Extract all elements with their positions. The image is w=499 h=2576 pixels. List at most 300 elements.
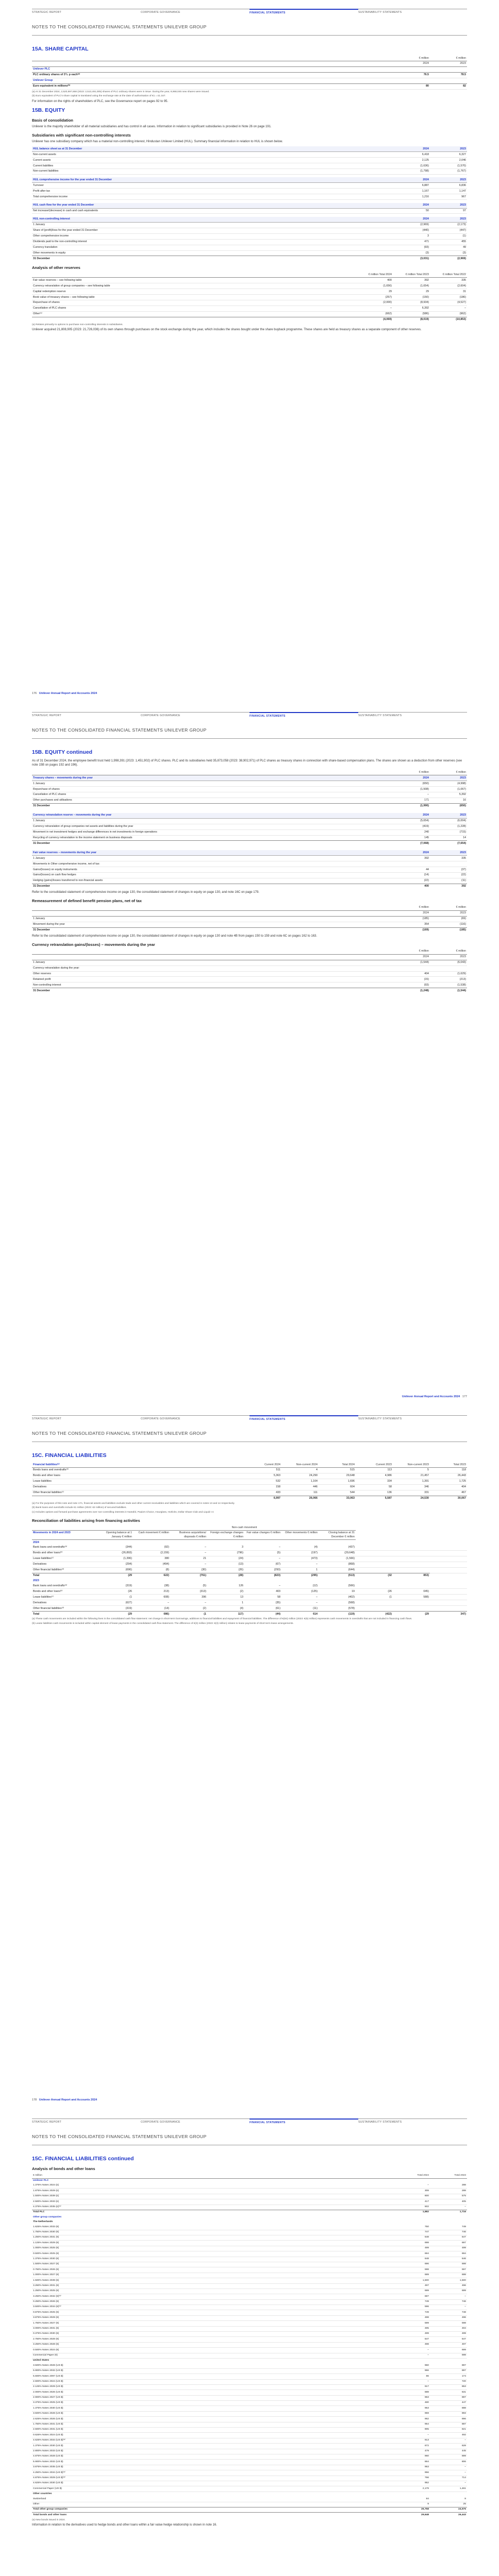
cell-value: (38) [164,1584,169,1587]
table-row [32,2379,467,2384]
nav-strategic-report[interactable]: STRATEGIC REPORT [32,9,141,17]
nav-strategic-report[interactable]: STRATEGIC REPORT [32,712,141,720]
cell-value: 417 [424,2200,429,2203]
cell-value: 16 [463,799,466,802]
paragraph: For information on the rights of shareholders of PLC, see the Governance report on pages 92 to 95. [32,99,169,103]
row-label: 0.250% Notes 2026 (€) [33,2300,59,2303]
row-label: Retained profit [33,977,51,981]
cell-value: (868) [348,1563,355,1566]
row-label: Other financial liabilities⁽ᵈ⁾ [33,1568,64,1572]
cell-value: 21,457 [420,1474,429,1478]
subheading: Basis of consolidation [32,117,74,123]
cell-value: (2,969) [430,256,467,261]
row-label: Dividends paid to the non-controlling interest [33,240,87,244]
table-row [32,2210,467,2215]
cell-value: – [316,1595,318,1599]
table-row [32,2332,467,2337]
row-label: 3.875% Notes 2035 (US $) [33,2466,63,2469]
subheading: Subsidiaries with significant non-controlling interests [32,133,131,138]
cell-value: 44 [426,868,429,871]
cell-value: 24,576 [430,2507,467,2512]
row-label: 1 January [33,223,45,227]
cell-value: 608) [163,1595,169,1599]
table-row [32,2273,467,2278]
section-nav [32,2119,467,2127]
table-row [32,317,467,322]
cell-value: 117) [207,1612,244,1617]
cell-value: 511 [276,1468,280,1472]
cell-value: 33,063 [319,1496,356,1501]
row-label: 1.500% Notes 2039 (£) [33,2195,59,2198]
cell-value: – [427,2353,429,2357]
cell-value: (566) [348,1584,355,1587]
cell-value: 864 [424,2460,429,2463]
nav-strategic-report[interactable]: STRATEGIC REPORT [32,1415,141,1423]
table-row [32,856,467,861]
nav-financial-statements[interactable]: FINANCIAL STATEMENTS [250,1415,358,1423]
cell-value: 499 [424,2247,429,2250]
row-label: Total [32,1573,96,1578]
currency-gains-table: € million € million 2024 2023 1 January (1,544) (6,043) Currency retranslation during the year: Other reserves 404 (1,629) Retained profit (15) (213) Non-controlling interest (93) (1,538) 31 December (1,248) (1,544) [32,949,467,993]
nav-sustainability-statements[interactable]: SUSTAINABILITY STATEMENTS [358,2119,467,2127]
cell-value: 334 [387,1480,392,1483]
table-row [32,2326,467,2331]
cell-value: – [464,2471,466,2474]
row-label: Hedging (gains)/losses transferred to non-financial assets [33,879,103,883]
row-label: Net increase/(decrease) in cash and cash equivalents [33,209,98,212]
footnote: (a) Relates primarily to options to purchase non-controlling interests in subsidiaries. [32,323,123,326]
row-label: Cancellation of PLC shares [33,793,66,796]
cell-value: – [427,2184,429,2187]
cell-value: – [464,307,466,310]
nav-financial-statements[interactable]: FINANCIAL STATEMENTS [250,712,358,720]
cell-value: 396 [202,1595,206,1599]
cell-value: (8,934) [420,301,429,304]
row-label: 1.875% Notes 2029 (£) [33,2189,59,2192]
table-row [32,1490,467,1496]
table-row [32,2183,467,2189]
cell-value: – [205,1551,206,1555]
cell-value: 672 [424,2444,429,2447]
cell-value: 400 [393,884,430,889]
cell-value: (213) [459,977,466,981]
cell-value: (823) [244,1573,281,1578]
cell-value: (1,544) [430,988,467,993]
row-label: 3.375% Notes 2025 (US $) [33,2401,63,2404]
cell-value: 953 [424,2406,429,2410]
cell-value: (93) [424,983,429,987]
cell-value: (422) [356,1612,393,1617]
cell-value: (29 [96,1612,133,1617]
cell-value: 688 [424,2391,429,2394]
cell-value: 697 [424,2295,429,2298]
row-label [32,317,356,322]
table-row [32,2251,467,2257]
row-label: 1.375% Notes 2030 (€) [33,2257,59,2260]
cell-value: 598 [424,2268,429,2271]
nav-financial-statements[interactable]: FINANCIAL STATEMENTS [250,9,358,17]
cell-value: (1,067) [457,787,466,791]
cell-value: 698 [461,2274,466,2277]
cell-value: 213) [163,1589,169,1593]
cell-value: (14) [164,1606,169,1610]
row-label: 3.250% Notes 2031 (€) [33,2284,59,2287]
table-row [32,792,467,798]
footnote: (a) At 31 December 2024, 2,520,597,658 (2023: 2,513,491,005) shares of PLC ordinary shares were in issue. During the year, 8,968,045 new shares were issued. [32,90,210,93]
cell-value: 380 [164,1557,169,1561]
equity-movements: € million € million Treasury shares – movements during the year 2024 2023 1 January (650) (4,998) Repurchase of shares (1,508) (1,067) Cancellation of PLC shares – 5,392 Other purchases and utilisations 171 16 31 December (1,990) (650) Currency retranslation reserve – movements during the year 2024 2023 1 January (5,654) (6,004) Currency retranslation of group companies net assets and liabilities during the year (419) (1,228) Movement in net investment hedges and exchange differences in net investments in foreign operations 240 (715) Recycling of currency retranslation to the income statement on business disposals 145 14 31 December (7,068) (7,654) Fair value reserves – movements during the year 2024 2023 1 January 392 335 Movements in Other comprehensive income, net of tax: Gains/(losses) on equity instruments 44 (37) Gains/(losses) on cash flow hedges (14) (22) Hedging (gains)/losses transferred to non-financial assets (22) (11) 31 December 400 392 [32,770,467,889]
table-row [32,2401,467,2406]
row-label: Total bonds and other loans [32,2513,393,2518]
cell-value: 331 [424,1491,429,1495]
cell-value: (197) [311,1551,318,1555]
financial-liabilities-table: Financial liabilities⁽ᵃ⁾ Current 2024 Non-current 2024 Total 2024 Current 2023 Non-current 2023 Total 2023 Bonds loans and overdrafts⁽ᵇ⁾ 511 4 515 113 5 118 Bonds and other loans 5,363 24,290 29,648 4,986 21,457 26,443 Lease liabilities 532 1,164 1,696 334 1,391 1,725 Derivatives 158 446 604 58 346 404 Other financial liabilities⁽ᶜ⁾ 433 111 544 136 331 467 6,997 26,066 33,063 5,587 24,530 30,067 [32,1462,467,1501]
cell-value: 58 [277,1595,280,1599]
paragraph: As of 31 December 2024, the employee benefit trust held 1,998,391 (2023: 1,451,902) of PLC shares. PLC and its subsidiaries held 35,873,058 (2023: 38,902,971) of PLC shares as treasury shares in connection with share-based compensation plans. The shares are shown as a deduction from other reserves (see note 15B on pages 192 and 196). [32,759,462,767]
row-label: 1.500% Notes 2027 (€) [33,2263,59,2266]
cell-value: 747 [424,2230,429,2233]
nav-corporate-governance[interactable]: CORPORATE GOVERNANCE [141,9,250,17]
row-label: Gains/(losses) on cash flow hedges [33,873,76,877]
cell-value: 29,648 [346,1474,355,1478]
cell-value: (257) [385,295,392,299]
row-label: Currency retranslation of group companies net assets and liabilities during the year [33,825,134,828]
cell-value: – [464,2295,466,2298]
cell-value: 3 [242,1546,243,1549]
cell-value: (1,656) [383,284,392,287]
cell-value: 913 [424,2439,429,2442]
cell-value: 622) [133,1573,170,1578]
table-row [32,2257,467,2262]
cell-value: (185) [430,927,467,933]
cell-value: 1 [242,1601,243,1604]
subheading: Remeasurement of defined benefit pension plans, net of tax [32,898,142,903]
cell-value [393,965,430,971]
row-label: 1 January [33,856,45,860]
row-label: Other movements in equity [33,251,66,255]
cell-value: (5) [203,1584,206,1587]
cell-value: – [205,1601,206,1604]
row-label: Switzerland [33,2497,46,2500]
table-row [32,2481,467,2486]
row-label: 1.750% Notes 2030 (€) [33,2230,59,2233]
cell-value: 4 [316,1468,318,1472]
paragraph: Unilever has one subsidiary company which has a material non-controlling interest, Hindustan Unilever Limited (HUL). Summary financial information in relation to HUL is shown below. [32,140,283,144]
cell-value: 497 [424,2284,429,2287]
table-row [32,803,467,808]
nav-corporate-governance[interactable]: CORPORATE GOVERNANCE [141,2119,250,2127]
cell-value: 960 [424,2364,429,2367]
cell-value: 455 [461,240,466,244]
cell-value: 14 [463,836,466,839]
notes-title: NOTES TO THE CONSOLIDATED FINANCIAL STATEMENTS UNILEVER GROUP [32,2134,207,2139]
table-row [32,2411,467,2416]
cell-value: (22) [461,873,466,877]
cell-value: 821 [461,2428,466,2431]
cell-value: (962) [459,312,466,316]
nav-corporate-governance[interactable]: CORPORATE GOVERNANCE [141,712,250,720]
cell-value: 335 [461,856,466,860]
table-row [32,2454,467,2460]
cell-value: 24,530 [393,1496,430,1501]
cell-value: 136 [387,1491,392,1495]
table-row [32,152,467,158]
cell-value: (419) [422,825,429,828]
cell-value: 392 [424,278,429,282]
bonds-table: € million Total 2024 Total 2023 Unilever PLC 1.375% Notes 2024 (£) – 288 1.875% Notes 2029 (£) 308 288 1.500% Notes 2039 (£) 600 575 2.500% Notes 2033 (£) 417 405 4.375% Notes 2035 (£)⁽ᵃ⁾ 502 – Total PLC 1,882 1,716 Other group companies The Netherlands 1.625% Notes 2033 (€) 750 749 1.750% Notes 2030 (€) 747 746 1.250% Notes 2031 (€) 648 647 1.125% Notes 2029 (€) 698 697 1.000% Notes 2025 (€) 499 499 0.500% Notes 2025 (€) 694 694 1.375% Notes 2030 (€) 648 646 1.500% Notes 2027 (€) 696 698 0.750% Notes 2026 (€) 598 597 1.000% Notes 2027 (€) 699 698 1.500% Notes 2039 (€) 1,500 1,500 3.250% Notes 2031 (€) 497 496 1.250% Notes 2025 (€) 699 699 3.250% Notes 2032 (€)⁽ᵃ⁾ 697 – 0.250% Notes 2026 (€) 749 746 3.500% Notes 2034 (€)⁽ᵃ⁾ 596 – 0.875% Notes 2025 (€) 749 748 3.875% Notes 2029 (€) 498 496 1.750% Notes 2027 (€) 599 598 3.000% Notes 2031 (€) 495 494 0.375% Notes 2030 (€) 499 499 2.750% Notes 2028 (€) 647 647 3.250% Notes 2028 (€) 498 497 0.500% Notes 2024 (€) – 699 Commercial Paper (€) – 598 United States 3.500% Notes 2028 (US $) 960 897 5.900% Notes 2032 (US $) 966 897 5.600% Notes 2097 (US $) 86 174 2.600% Notes 2024 (US $) – 720 2.125% Notes 2029 (US $) 917 853 2.000% Notes 2026 (US $) 688 631 2.900% Notes 2027 (US $) 963 897 3.375% Notes 2025 (US $) 480 447 1.375% Notes 2030 (US $) 953 888 3.500% Notes 2028 (US $) 959 893 2.625% Notes 2026 (US $) 962 896 1.750% Notes 2031 (US $) 954 887 2.600% Notes 2031 (US $) 905 821 0.626% Notes 2024 (US $) – 492 4.625% Notes 2034 (US $)⁽ᵃ⁾ 913 – 1.375% Notes 2030 (US $) 672 628 2.800% Notes 2033 (US $) 479 445 4.875% Notes 2028 (US $) 960 899 5.900% Notes 2032 (US $) 864 806 3.875% Notes 2035 (US $) 953 – 4.250% Notes 2034 (US $)⁽ᵃ⁾ 956 – 4.875% Notes 2029 (US $)⁽ᵃ⁾ 766 714 4.625% Notes 2030 (US $) 952 – Commercial Paper (US $) 2,178 1,461 Other countries Switzerland 84 8 Other 9 25 Total other group companies 26,758 24,576 Total bonds and other loans 29,648 26,443 [32,2173,467,2517]
cell-value: 897 [461,2364,466,2367]
cell-value: (29,648) [344,1551,355,1555]
page-176 [0,0,499,703]
cell-value: 26,758 [393,2507,430,2512]
table-row [32,2310,467,2315]
cell-value: 31 [463,290,466,293]
cell-value: (1,508) [420,787,429,791]
cell-value: (3,031) [393,256,430,261]
cell-value: (4) [240,1606,243,1610]
nav-strategic-report[interactable]: STRATEGIC REPORT [32,2119,141,2127]
cell-value: (32 [356,1573,393,1578]
cell-value: (344) [125,1546,132,1549]
cell-value: (185) [422,917,429,921]
table-row [32,2294,467,2299]
cell-value: (37) [461,868,466,871]
cell-value: – [316,1601,318,1604]
cell-value: (119) [319,1612,356,1617]
cell-value: – [464,2466,466,2469]
cell-value: 647 [461,2236,466,2239]
cell-value: 746 [461,2230,466,2233]
cell-value: (402) [348,1595,355,1599]
cell-value: (8,019) [393,317,430,322]
paragraph: Unilever acquired 21,808,905 (2023: 21,726,036) of its own shares through purchases on the stock exchange during the year, which includes the shares bought under the share buyback programme. These shares are held as treasury shares as a separate component of other reserves. [32,328,422,332]
cell-value: 158 [276,1485,280,1489]
cell-value: 963 [424,2396,429,2399]
table-row [32,250,467,256]
row-label: 31 December [32,927,393,933]
cell-value: 4,986 [385,1474,392,1478]
cell-value: 714 [461,2476,466,2479]
cell-value [393,861,430,867]
cell-value: (650) [422,782,429,785]
cell-value: (29 [96,1573,133,1578]
table-row [32,311,467,317]
cell-value: 899 [461,2455,466,2458]
cell-value: 853 [461,2385,466,2388]
table-row [32,2283,467,2289]
cell-value: (696) [125,1568,132,1572]
table-row [32,233,467,239]
row-label: 0.375% Notes 2030 (€) [33,2332,59,2335]
table-row [32,2194,467,2199]
cell-value: 171 [424,799,429,802]
table-row [32,1567,467,1573]
cell-value: 694 [461,2252,466,2255]
cell-value: (1,636) [420,164,429,167]
cell-value: 5,392 [459,793,466,796]
cell-value: 6,887 [422,183,429,187]
cell-value: (61) [275,1606,280,1610]
cell-value: 29 [389,290,392,293]
table-row [32,2470,467,2476]
table-row [32,2390,467,2395]
row-label: 4.250% Notes 2034 (US $)⁽ᵃ⁾ [33,2471,65,2474]
cell-value: 647 [424,2337,429,2341]
row-label: Movement in net investment hedges and exchange differences in net investments in foreign operations [33,830,157,834]
table-row [32,1484,467,1490]
row-label: 4.875% Notes 2028 (US $) [33,2455,63,2458]
cell-value: 853) [393,1573,430,1578]
hul-tables: HUL balance sheet as at 31 December 2024 2023 Non-current assets 6,418 6,327 Current assets 2,125 2,046 Current liabilities (1,636) (1,570) Non-current liabilities (1,798) (1,767) HUL comprehensive income for the year ended 31 December 2024 2023 Turnover 6,887 6,836 Profit after tax 1,167 1,147 Total comprehensive income 1,216 967 HUL cash flow for the year ended 31 December 2024 2023 Net increase/(decrease) in cash and cash equivalents 50 97 HUL non-controlling interest 2024 2023 1 January (2,969) (2,173) Share of (profit)/loss for the year ended 31 December (440) (447) Other comprehensive income 3 (1) Dividends paid to the non-controlling interest 471 455 Currency translation (93) 49 Other movements in equity (3) (3) 31 December (3,031) (2,969) [32,146,467,261]
row-label: Non-current liabilities [33,170,59,173]
table-row [32,1584,467,1589]
cell-value: – [464,2206,466,2209]
cell-value: 113 [387,1468,392,1472]
cell-value: 480 [424,2401,429,2404]
table-row [32,1556,467,1562]
table-row [32,1550,467,1556]
row-label: Derivatives [33,1485,47,1489]
cell-value: 26,443 [457,1474,466,1478]
section-nav [32,712,467,720]
cell-value: (13) [238,1563,243,1566]
cell-value: 959 [424,2412,429,2415]
row-label: Other comprehensive income [33,234,69,238]
table-row [32,2305,467,2310]
cell-value: 494 [461,2327,466,2330]
cell-value: (1,544) [420,961,429,964]
table-row [32,2267,467,2273]
cell-value: 720 [461,2380,466,2383]
cell-value: 346 [424,1485,429,1489]
cell-value: (5,654) [420,819,429,823]
cell-value: 1,391 [422,1480,429,1483]
nav-financial-statements[interactable]: FINANCIAL STATEMENTS [250,2119,358,2127]
table-row [32,1479,467,1484]
row-label: 1 January [33,819,45,823]
cell-value: (293) [274,1568,280,1572]
cell-value: 335 [461,278,466,282]
cell-value: (186) [459,295,466,299]
cell-value: – [279,1557,280,1561]
row-label [32,1496,244,1501]
cell-value: 447 [461,2401,466,2404]
cell-value: 6,418 [422,152,429,156]
nav-sustainability-statements[interactable]: SUSTAINABILITY STATEMENTS [358,9,467,17]
table-row [32,841,467,846]
row-label: 2.000% Notes 2026 (US $) [33,2391,63,2394]
row-label: 2.125% Notes 2029 (US $) [33,2385,63,2388]
cell-value: (15) [424,977,429,981]
page-footer: 178 Unilever Annual Report and Accounts 2024 [32,2098,97,2102]
nav-sustainability-statements[interactable]: SUSTAINABILITY STATEMENTS [358,712,467,720]
cell-value: 646 [461,2257,466,2260]
cell-value: (1 [389,1595,392,1599]
table-row [32,158,467,163]
cell-value: (169) [393,927,430,933]
cell-value: 405 [461,2200,466,2203]
table-row [32,977,467,982]
page-179: STRATEGIC REPORT CORPORATE GOVERNANCE FINANCIAL STATEMENTS SUSTAINABILITY STATEMENTS NOTES TO THE CONSOLIDATED FINANCIAL STATEMENTS UNILEVER GROUP 15C. FINANCIAL LIABILITIES continued Analysis of bonds and other loans € million Total 2024 Total 2023 Unilever PLC 1.375% Notes 2024 (£) – 288 1.875% Notes 2029 (£) 308 288 1.500% Notes 2039 (£) 600 575 2.500% Notes 2033 (£) 417 405 4.375% Notes 2035 (£)⁽ᵃ⁾ 502 – Total PLC 1,882 1,716 Other group companies The Netherlands 1.625% Notes 2033 (€) 750 749 1.750% Notes 2030 (€) 747 746 1.250% Notes 2031 (€) 648 647 1.125% Notes 2029 (€) 698 697 1.000% Notes 2025 (€) 499 499 0.500% Notes 2025 (€) 694 694 1.375% Notes 2030 (€) 648 646 1.500% Notes 2027 (€) 696 698 0.750% Notes 2026 (€) 598 597 1.000% Notes 2027 (€) 699 698 1.500% Notes 2039 (€) 1,500 1,500 3.250% Notes 2031 (€) 497 496 1.250% Notes 2025 (€) 699 699 3.250% Notes 2032 (€)⁽ᵃ⁾ 697 – 0.250% Notes 2026 (€) 749 746 3.500% Notes 2034 (€)⁽ᵃ⁾ 596 – 0.875% Notes 2025 (€) 749 748 3.875% Notes 2029 (€) 498 496 1.750% Notes 2027 (€) 599 598 3.000% Notes 2031 (€) 495 494 0.375% Notes 2030 (€) 499 499 2.750% Notes 2028 (€) 647 647 3.250% Notes 2028 (€) 498 497 0.500% Notes 2024 (€) – 699 Commercial Paper (€) – 598 United States 3.500% Notes 2028 (US $) 960 897 5.900% Notes 2032 (US $) 966 897 5.600% Notes 2097 (US $) 86 174 2.600% Notes 2024 (US $) – 720 2.125% Notes 2029 (US $) 917 853 2.000% Notes 2026 (US $) 688 631 2.900% Notes 2027 (US $) 963 897 3.375% Notes 2025 (US $) 480 447 1.375% Notes 2030 (US $) 953 888 3.500% Notes 2028 (US $) 959 893 2.625% Notes 2026 (US $) 962 896 1.750% Notes 2031 (US $) 954 887 2.600% Notes 2031 (US $) 905 821 0.626% Notes 2024 (US $) – 492 4.625% Notes 2034 (US $)⁽ᵃ⁾ 913 – 1.375% Notes 2030 (US $) 672 628 2.800% Notes 2033 (US $) 479 445 4.875% Notes 2028 (US $) 960 899 5.900% Notes 2032 (US $) 864 806 3.875% Notes 2035 (US $) 953 – 4.250% Notes 2034 (US $)⁽ᵃ⁾ 956 – 4.875% Notes 2029 (US $)⁽ᵃ⁾ 766 714 4.625% Notes 2030 (US $) 952 – Commercial Paper (US $) 2,178 1,461 Other countries Switzerland 84 8 Other 9 25 Total other group companies 26,758 24,576 Total bonds and other loans 29,648 26,443 (a) New bonds issued in 2024. Information in relation to the derivatives used to hedge bonds and other loans within a fair value hedge relationship is shown in note 16. [0,2110,499,2576]
cell-value: 1,167 [422,189,429,193]
cell-value: – [427,793,429,796]
cell-value: – [427,2380,429,2383]
cell-value: 897 [461,2369,466,2372]
cell-value: 9 [427,2502,429,2505]
cell-value: 750 [424,2225,429,2228]
cell-value: (796) [237,1551,243,1555]
cell-value: (2,969) [420,223,429,227]
cell-value: – [427,2348,429,2351]
cell-value: 532 [276,1480,280,1483]
table-row [32,222,467,228]
group-label: Unilever PLC [33,67,50,71]
nav-corporate-governance[interactable]: CORPORATE GOVERNANCE [141,1415,250,1423]
table-row [32,300,467,306]
table-row [32,1562,467,1567]
row-label: 2.625% Notes 2026 (US $) [33,2417,63,2420]
row-label: Share of (profit)/loss for the year ended 31 December [33,229,98,232]
row-label: Total other group companies [32,2507,393,2512]
row-label: Cancellation of PLC shares [33,307,66,310]
cell-value: 648 [424,2257,429,2260]
reconciliation-table: Non-cash movement Movements in 2024 and 2023 Opening balance at 1 January € million Cash movement € million Business acquisitions/ disposals € million Foreign exchange changes € million Fair value changes € million Other movements € million Closing balance at 31 December € million 2024 Bank loans and overdrafts⁽ᵃ⁾ (344) (92) – 3 – (4) (437) Bonds and other loans⁽ᵇ⁾ (26,893) (2,159) – (796) (5) (197) (29,648) Lease liabilities⁽ᶜ⁾ (1,396) 380 21 (24) – (473) (1,566) Derivatives (294) (494) – (13) (67) – (868) Other financial liabilities⁽ᵈ⁾ (696) (8) (30) (26) (293) 1 (644) Total (29 622) (761) (28) (823) (295) (513) (32 853) 2023 Bank loans and overdrafts⁽ᵃ⁾ (319) (38) (5) 126 – (12) (566) Bonds and other loans⁽ᵇ⁾ (26 213) (313) (2) 403 (125) 19 (26 045) Lease liabilities⁽ᶜ⁾ (1 608) 396 13 58 – (402) (1 588) Derivatives (627) – – 1 (35) – (568) Other financial liabilities⁽ᵈ⁾ (319) (14) (2) (4) (61) (11) (578) Total (29 086) (1 117) (44) 614 (119) (422) (29 347) [32,1525,467,1617]
cell-value: (150) [422,295,429,299]
table-row [32,1545,467,1550]
row-label: 1 January [33,782,45,785]
cell-value: (2,173) [457,223,466,227]
row-label: 3.250% Notes 2032 (€)⁽ᵃ⁾ [33,2295,61,2298]
cell-value: 952 [424,2482,429,2485]
nav-sustainability-statements[interactable]: SUSTAINABILITY STATEMENTS [358,1415,467,1423]
cell-value: (28) [207,1573,244,1578]
cell-value: (8) [165,1568,169,1572]
cell-value: 25 [463,2502,466,2505]
table-row [32,2449,467,2454]
cell-value: (67) [275,1563,280,1566]
cell-value: (44) [244,1612,281,1617]
cell-value: (4) [314,1546,318,1549]
cell-value: 498 [424,2316,429,2319]
table-row [32,2444,467,2449]
cell-value: 24,290 [309,1474,318,1478]
cell-value: (2,159) [160,1551,169,1555]
cell-value: (319) [125,1584,132,1587]
cell-value: (29 [393,1612,430,1617]
cell-value: (6,004) [457,819,466,823]
cell-value: (35) [275,1601,280,1604]
cell-value: 29,648 [393,2513,430,2518]
cell-value: 1,147 [459,189,466,193]
row-label: 1.375% Notes 2024 (£) [33,2184,59,2187]
cell-value: 698 [461,2263,466,2266]
cell-value: (30) [201,1568,206,1572]
row-label: 1.375% Notes 2030 (US $) [33,2444,63,2447]
cell-value: (26,893) [122,1551,132,1555]
cell-value: (3) [425,251,429,255]
table-row [32,1496,467,1501]
cell-value: 400 [387,278,392,282]
table-row [32,818,467,824]
cell-value: 600 [424,2195,429,2198]
cell-value: (14) [424,873,429,877]
row-label: Bonds and other loans⁽ᵇ⁾ [33,1589,63,1593]
cell-value: (26 [388,1589,392,1593]
cell-value: 746 [461,2300,466,2303]
notes-title: NOTES TO THE CONSOLIDATED FINANCIAL STATEMENTS UNILEVER GROUP [32,1431,207,1436]
cell-value: 392 [430,884,467,889]
page-178: STRATEGIC REPORT CORPORATE GOVERNANCE FINANCIAL STATEMENTS SUSTAINABILITY STATEMENTS NOTES TO THE CONSOLIDATED FINANCIAL STATEMENTS UNILEVER GROUP 15C. FINANCIAL LIABILITIES Financial liabilities⁽ᵃ⁾ Current 2024 Non-current 2024 Total 2024 Current 2023 Non-current 2023 Total 2023 Bonds loans and overdrafts⁽ᵇ⁾ 511 4 515 113 5 118 Bonds and other loans 5,363 24,290 29,648 4,986 21,457 26,443 Lease liabilities 532 1,164 1,696 334 1,391 1,725 Derivatives 158 446 604 58 346 404 Other financial liabilities⁽ᶜ⁾ 433 111 544 136 331 467 6,997 26,066 33,063 5,587 24,530 30,067 (a) For the purposes of this note and note 17A, financial assets and liabilities exclude trade and other current receivables and liabilities which are covered in notes 13 and 14 respectively. (b) Bank loans and overdrafts include €1 million (2023: €2 million) of secured liabilities. (c) Includes options and forward purchase agreements over non-controlling interests in Nutrafol, Paula's Choice, Hourglass, Horlicks, Dollar Shave Club and Liquid I.V. Reconciliation of liabilities arising from financing activities Non-cash movement Movements in 2024 and 2023 Opening balance at 1 January € million Cash movement € million Business acquisitions/ disposals € million Foreign exchange changes € million Fair value changes € million Other movements € million Closing balance at 31 December € million 2024 Bank loans and overdrafts⁽ᵃ⁾ (344) (92) – 3 – (4) (437) Bonds and other loans⁽ᵇ⁾ (26,893) (2,159) – (796) (5) (197) (29,648) Lease liabilities⁽ᶜ⁾ (1,396) 380 21 (24) – (473) (1,566) Derivatives (294) (494) – (13) (67) – (868) Other financial liabilities⁽ᵈ⁾ (696) (8) (30) (26) (293) 1 (644) Total (29 622) (761) (28) (823) (295) (513) (32 853) 2023 Bank loans and overdrafts⁽ᵃ⁾ (319) (38) (5) 126 – (12) (566) Bonds and other loans⁽ᵇ⁾ (26 213) (313) (2) 403 (125) 19 (26 045) Lease liabilities⁽ᶜ⁾ (1 608) 396 13 58 – (402) (1 588) Derivatives (627) – – 1 (35) – (568) Other financial liabilities⁽ᵈ⁾ (319) (14) (2) (4) (61) (11) (578) Total (29 086) (1 117) (44) 614 (119) (422) (29 347) (a) These cash movements are included within the following lines in the consolidated cash flow statement: net change in short-term borrowings, additions to financial liabilities and repayment of financial liabilities. The difference of €(84) million (2023: €(5) million) represents cash movements in overdrafts that are not included in financing cash flows. (b) Lease liabilities cash movements is included within capital element of lease payments in the consolidated cash flow statement. The difference of €(3) million (2023: €(3) million) relates to lease payments of short term lease arrangements. 178 Unilever Annual Report and Accounts 2024 [0,1406,499,2110]
